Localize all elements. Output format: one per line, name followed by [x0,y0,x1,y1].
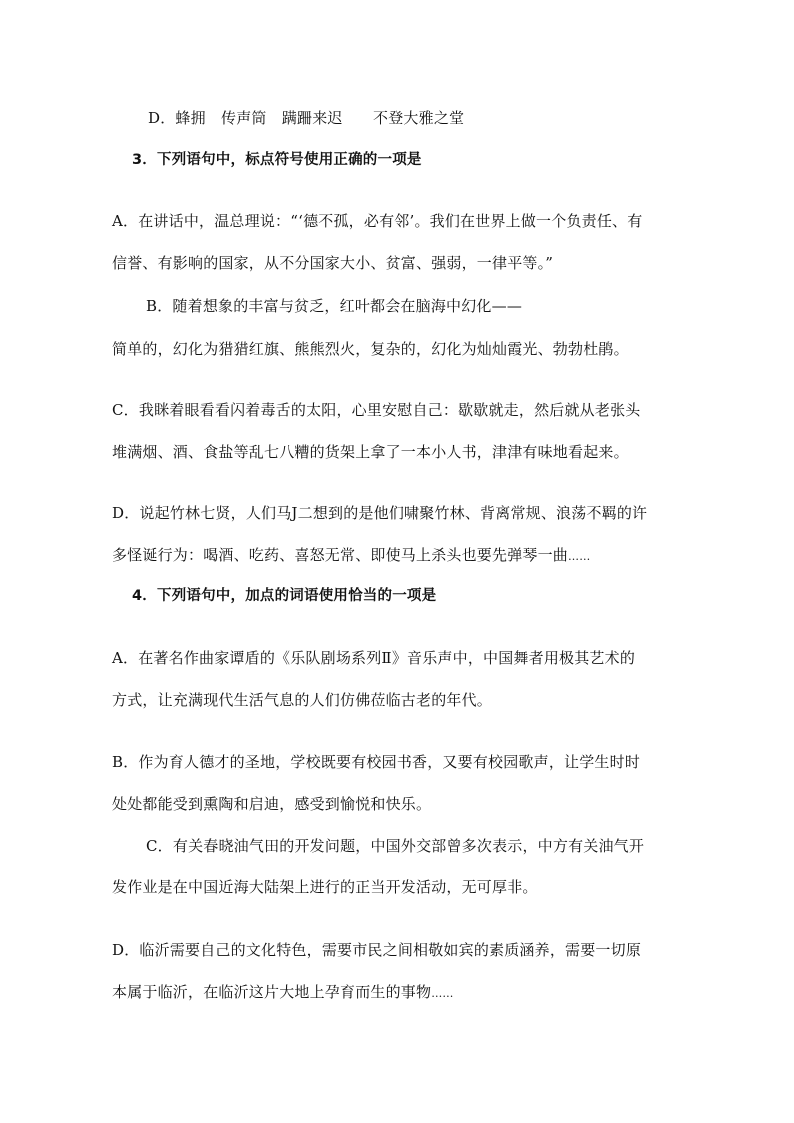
q4-option-d-line1: D．临沂需要自己的文化特色，需要市民之间相敬如宾的素质涵养，需要一切原 [112,941,642,959]
q4-option-b-line1: B．作为育人德才的圣地，学校既要有校园书香，又要有校园歌声，让学生时时 [112,753,641,771]
q3-option-b-line2: 简单的，幻化为猎猎红旗、熊熊烈火，复杂的，幻化为灿灿霞光、勃勃杜鹃。 [112,340,629,358]
q4-option-c-line2: 发作业是在中国近海大陆架上进行的正当开发活动，无可厚非。 [112,878,538,896]
q3-option-d-line2-text: 多怪诞行为：喝酒、吃药、喜怒无常、即使马上杀头也要先弹琴一曲 [112,546,569,564]
q4-option-c-line1: C．有关春晓油气田的开发问题，中国外交部曾多次表示，中方有关油气开 [146,837,645,855]
q3-option-c-line2: 堆满烟、酒、食盐等乱七八糟的货架上拿了一本小人书，津津有味地看起来。 [112,443,629,461]
q3-option-b-line1: B．随着想象的丰富与贫乏，红叶都会在脑海中幻化—— [146,297,523,315]
q4-option-b-line2: 处处都能受到熏陶和启迪，感受到愉悦和快乐。 [112,795,432,813]
q3-title: 3．下列语句中，标点符号使用正确的一项是 [132,152,422,168]
q4-option-a-line1: A．在著名作曲家谭盾的《乐队剧场系列Ⅱ》音乐声中，中国舞者用极其艺术的 [112,649,636,667]
q3-option-d-line1: D．说起竹林七贤，人们马J二想到的是他们啸聚竹林、背离常规、浪荡不羁的许 [112,504,648,522]
q3-option-c-line1: C．我眯着眼看看闪着毒舌的太阳，心里安慰自己：歇歇就走，然后就从老张头 [112,401,641,419]
q2-option-d: D．蜂拥 传声筒 蹒跚来迟 不登大雅之堂 [148,109,465,127]
q3-option-a-line2: 信誉、有影响的国家，从不分国家大小、贫富、强弱，一律平等。” [112,254,554,272]
q4-option-a-line2: 方式，让充满现代生活气息的人们仿佛莅临古老的年代。 [112,691,493,709]
q3-option-d-line2 [112,545,590,567]
q4-title: 4．下列语句中，加点的词语使用恰当的一项是 [132,588,437,604]
q3-option-a-line1: A．在讲话中，温总理说：“‘德不孤，必有邻’。我们在世界上做一个负责任、有 [112,212,643,230]
q3-option-d-ellipsis: …… [568,550,591,563]
q4-option-d-line2-text: 本属于临沂，在临沂这片大地上孕育而生的事物 [112,983,432,1001]
q4-option-d-line2 [112,982,454,1004]
q4-option-d-ellipsis: …… [431,987,454,1000]
